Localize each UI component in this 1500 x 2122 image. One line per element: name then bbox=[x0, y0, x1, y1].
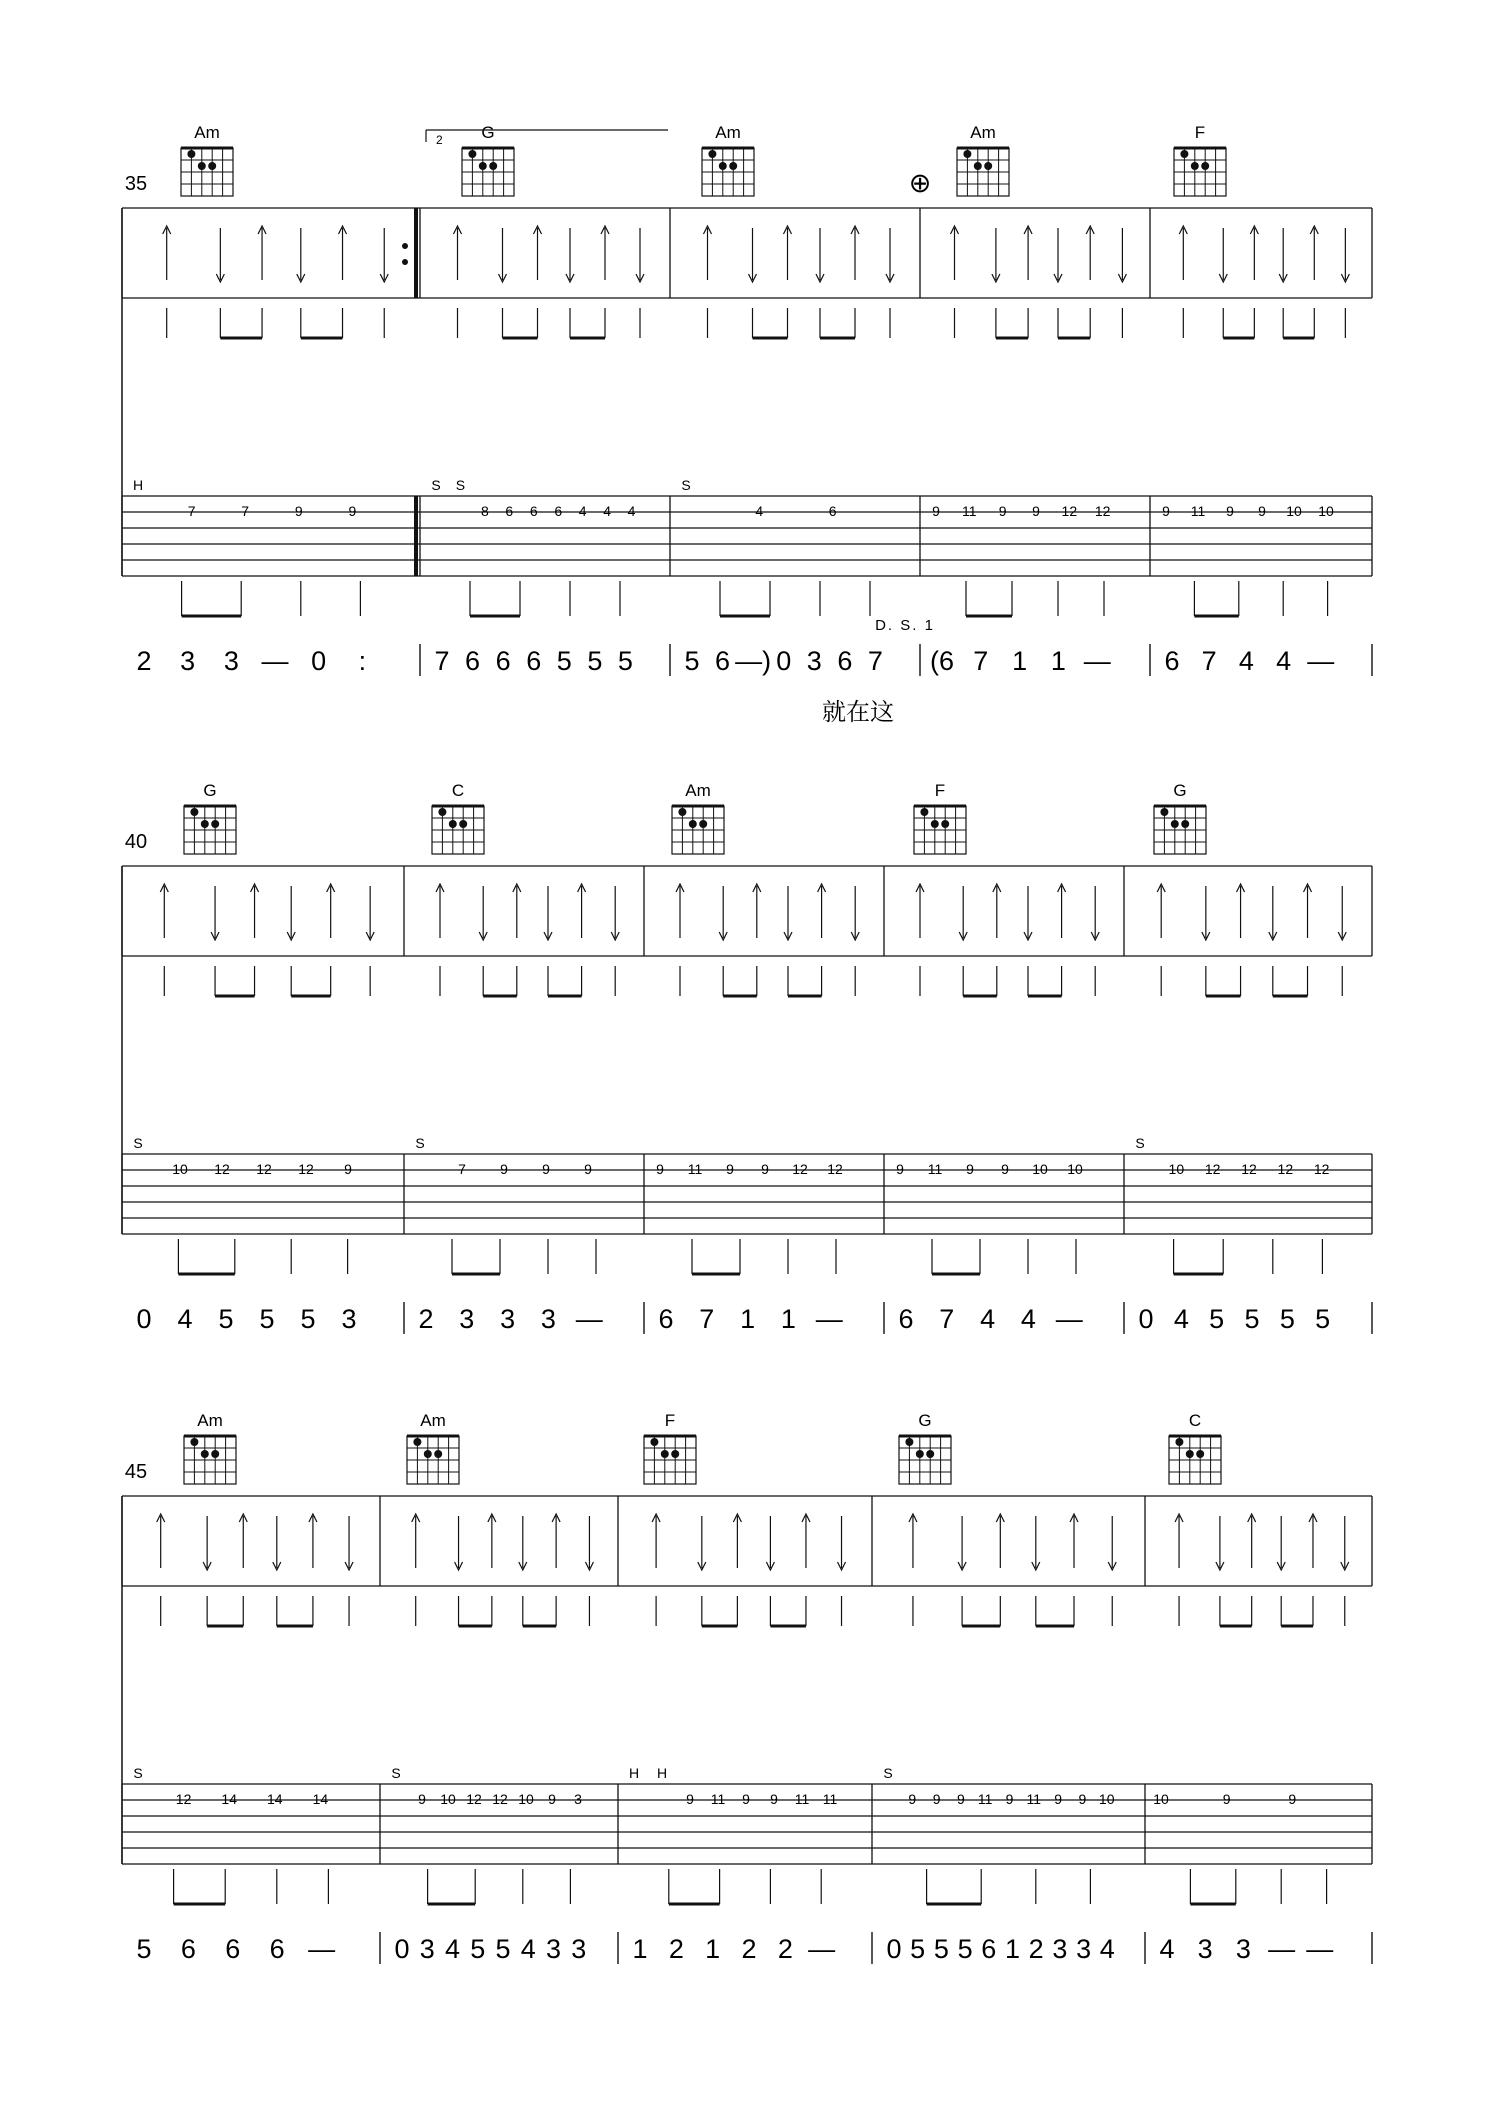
jianpu-note: 2 bbox=[741, 1934, 757, 1964]
tab-number: 6 bbox=[529, 503, 538, 519]
jianpu-note: 6 bbox=[837, 646, 853, 676]
jianpu-note: 4 bbox=[177, 1304, 193, 1334]
tab-number: 4 bbox=[627, 503, 636, 519]
jianpu-note: 3 bbox=[1197, 1934, 1213, 1964]
finger-dot bbox=[905, 1438, 913, 1446]
tab-number: 9 bbox=[500, 1161, 508, 1177]
chord-diagram bbox=[1154, 781, 1206, 854]
tab-number: 11 bbox=[710, 1791, 726, 1807]
jianpu-note: 0 bbox=[394, 1934, 410, 1964]
jianpu-note: 6 bbox=[269, 1934, 285, 1964]
jianpu-note: 4 bbox=[1173, 1304, 1189, 1334]
repeat-dot bbox=[402, 259, 408, 265]
jianpu-note: — bbox=[1055, 1304, 1083, 1334]
tab-number: 11 bbox=[687, 1161, 703, 1177]
tab-number: 9 bbox=[584, 1161, 592, 1177]
chord-name: F bbox=[934, 781, 946, 800]
jianpu-note: 6 bbox=[1164, 646, 1180, 676]
tab-number: 12 bbox=[1061, 503, 1078, 519]
tab-number: 11 bbox=[1026, 1791, 1042, 1807]
jianpu-note: 4 bbox=[1020, 1304, 1036, 1334]
jianpu-note: 5 bbox=[556, 646, 572, 676]
jianpu-note: — bbox=[261, 646, 289, 676]
finger-dot bbox=[678, 808, 686, 816]
jianpu-note: 0 bbox=[776, 646, 792, 676]
tab-number: 12 bbox=[1277, 1161, 1294, 1177]
jianpu-note: 2 bbox=[136, 646, 152, 676]
chord-diagram bbox=[462, 123, 514, 196]
tab-number: 11 bbox=[962, 503, 977, 519]
finger-dot bbox=[489, 162, 497, 170]
jianpu-note: 3 bbox=[180, 646, 196, 676]
jianpu-note: 3 bbox=[459, 1304, 475, 1334]
tab-number: 9 bbox=[1032, 503, 1040, 519]
tab-number: 12 bbox=[792, 1161, 808, 1177]
jianpu-note: 6 bbox=[225, 1934, 241, 1964]
jianpu-note: 6 bbox=[180, 1934, 196, 1964]
jianpu-note: 6 bbox=[898, 1304, 914, 1334]
chord-name: Am bbox=[420, 1411, 446, 1430]
chord-name: C bbox=[1188, 1411, 1202, 1430]
jianpu-note: — bbox=[308, 1934, 336, 1964]
tab-number: 9 bbox=[294, 503, 303, 519]
tab-number: 14 bbox=[267, 1791, 283, 1807]
jianpu-note: 1 bbox=[705, 1934, 721, 1964]
jianpu-note: 5 bbox=[470, 1934, 486, 1964]
jianpu-note: 4 bbox=[1099, 1934, 1115, 1964]
tab-number: 14 bbox=[221, 1791, 237, 1807]
finger-dot bbox=[187, 150, 195, 158]
jianpu-note: 5 bbox=[1315, 1304, 1331, 1334]
jianpu-note: — bbox=[1306, 1934, 1334, 1964]
finger-dot bbox=[708, 150, 716, 158]
jianpu-note: 5 bbox=[1209, 1304, 1225, 1334]
tab-number: 10 bbox=[518, 1791, 534, 1807]
system-35 bbox=[122, 123, 1372, 726]
measure bbox=[431, 226, 670, 676]
finger-dot bbox=[208, 162, 216, 170]
tab-number: 9 bbox=[548, 1791, 556, 1807]
tab-number: 9 bbox=[686, 1791, 694, 1807]
technique-mark: S bbox=[133, 1765, 143, 1781]
jianpu-note: 0 bbox=[136, 1304, 152, 1334]
tab-number: 9 bbox=[966, 1161, 974, 1177]
tab-number: 9 bbox=[1258, 503, 1266, 519]
chord-diagram bbox=[914, 781, 966, 854]
tab-number: 12 bbox=[256, 1161, 272, 1177]
tab-number: 9 bbox=[344, 1161, 352, 1177]
measure-number: 35 bbox=[124, 173, 148, 195]
measure bbox=[930, 226, 1150, 676]
finger-dot bbox=[1186, 1450, 1194, 1458]
jianpu-note: 3 bbox=[341, 1304, 357, 1334]
technique-mark: H bbox=[656, 1765, 668, 1781]
chord-diagram bbox=[1169, 1411, 1221, 1484]
measure bbox=[1135, 884, 1372, 1334]
jianpu-note: 5 bbox=[587, 646, 603, 676]
jianpu-note: 5 bbox=[1244, 1304, 1260, 1334]
finger-dot bbox=[661, 1450, 669, 1458]
tab-number: 9 bbox=[542, 1161, 550, 1177]
jianpu-note: 4 bbox=[1159, 1934, 1175, 1964]
measure bbox=[896, 884, 1124, 1334]
finger-dot bbox=[438, 808, 446, 816]
finger-dot bbox=[459, 820, 467, 828]
tab-number: 9 bbox=[742, 1791, 750, 1807]
chord-diagram bbox=[407, 1411, 459, 1484]
system-45 bbox=[122, 1411, 1372, 1964]
chord-diagram bbox=[1174, 123, 1226, 196]
jianpu-note: 3 bbox=[1076, 1934, 1092, 1964]
tab-number: 10 bbox=[1318, 503, 1334, 519]
tab-number: 12 bbox=[175, 1791, 192, 1807]
finger-dot bbox=[984, 162, 992, 170]
jianpu-note: — bbox=[815, 1304, 843, 1334]
tab-number: 9 bbox=[932, 1791, 941, 1807]
system-40 bbox=[122, 781, 1372, 1334]
jianpu-note: 1 bbox=[1012, 646, 1028, 676]
dal-segno-mark: D. S. 1 bbox=[875, 617, 935, 634]
jianpu-note: 4 bbox=[444, 1934, 461, 1964]
tab-number: 9 bbox=[1288, 1791, 1297, 1807]
jianpu-note: 6 bbox=[981, 1934, 997, 1964]
measure bbox=[883, 1514, 1145, 1964]
jianpu-note: 1 bbox=[780, 1304, 796, 1334]
finger-dot bbox=[201, 1450, 209, 1458]
finger-dot bbox=[434, 1450, 442, 1458]
jianpu-note: 3 bbox=[419, 1934, 435, 1964]
tab-number: 11 bbox=[977, 1791, 993, 1807]
jianpu-note: 5 bbox=[933, 1934, 949, 1964]
measure bbox=[415, 884, 644, 1334]
jianpu-note: — bbox=[808, 1934, 836, 1964]
tab-number: 6 bbox=[505, 503, 514, 519]
finger-dot bbox=[1180, 150, 1188, 158]
finger-dot bbox=[1201, 162, 1209, 170]
volta-number: 2 bbox=[436, 133, 443, 147]
tab-number: 12 bbox=[298, 1161, 314, 1177]
finger-dot bbox=[689, 820, 697, 828]
jianpu-note: 7 bbox=[434, 646, 450, 676]
jianpu-note: 1 bbox=[1004, 1934, 1021, 1964]
tab-number: 8 bbox=[480, 503, 489, 519]
technique-mark: S bbox=[455, 477, 466, 493]
tab-number: 12 bbox=[466, 1791, 482, 1807]
chord-name: C bbox=[451, 781, 465, 800]
chord-name: G bbox=[1173, 781, 1187, 800]
jianpu-note: 4 bbox=[520, 1934, 536, 1964]
jianpu-note: — bbox=[575, 1304, 603, 1334]
tab-number: 12 bbox=[214, 1161, 230, 1177]
technique-mark: S bbox=[391, 1765, 401, 1781]
chord-diagram bbox=[184, 1411, 236, 1484]
chord-diagram bbox=[957, 123, 1009, 196]
tab-number: 9 bbox=[1222, 1791, 1231, 1807]
measure bbox=[1153, 1514, 1372, 1964]
jianpu-note: 5 bbox=[259, 1304, 275, 1334]
jianpu-note: : bbox=[358, 646, 367, 676]
tab-number: 10 bbox=[1286, 503, 1302, 519]
chord-name: Am bbox=[970, 123, 996, 142]
finger-dot bbox=[1191, 162, 1199, 170]
tab-number: 9 bbox=[908, 1791, 917, 1807]
tab-number: 7 bbox=[458, 1161, 466, 1177]
finger-dot bbox=[1160, 808, 1168, 816]
jianpu-note: 3 bbox=[223, 646, 239, 676]
technique-mark: H bbox=[132, 477, 144, 493]
jianpu-note: 6 bbox=[526, 646, 542, 676]
tab-number: 10 bbox=[1067, 1161, 1083, 1177]
jianpu-note: — bbox=[1083, 646, 1111, 676]
finger-dot bbox=[916, 1450, 924, 1458]
jianpu-note: 5 bbox=[1279, 1304, 1295, 1334]
jianpu-note: (6 bbox=[929, 646, 955, 676]
technique-mark: S bbox=[431, 477, 441, 493]
coda-icon: ⊕ bbox=[908, 168, 932, 198]
tab-number: 9 bbox=[1078, 1791, 1087, 1807]
tab-number: 11 bbox=[822, 1791, 838, 1807]
tab-number: 9 bbox=[1005, 1791, 1014, 1807]
finger-dot bbox=[198, 162, 206, 170]
tab-number: 9 bbox=[348, 503, 357, 519]
finger-dot bbox=[1175, 1438, 1183, 1446]
jianpu-note: 5 bbox=[218, 1304, 234, 1334]
jianpu-note: 5 bbox=[684, 646, 700, 676]
jianpu-note: 3 bbox=[571, 1934, 587, 1964]
volta-bracket bbox=[426, 130, 668, 147]
tab-number: 9 bbox=[418, 1791, 426, 1807]
measure bbox=[391, 1514, 618, 1964]
finger-dot bbox=[1181, 820, 1189, 828]
technique-mark: H bbox=[628, 1765, 640, 1781]
chord-diagram bbox=[644, 1411, 696, 1484]
repeat-dot bbox=[402, 243, 408, 249]
jianpu-note: 0 bbox=[1138, 1304, 1154, 1334]
tab-number: 6 bbox=[828, 503, 837, 519]
jianpu-note: 0 bbox=[886, 1934, 902, 1964]
jianpu-note: — bbox=[1307, 646, 1335, 676]
tab-number: 11 bbox=[927, 1161, 943, 1177]
finger-dot bbox=[650, 1438, 658, 1446]
jianpu-note: 4 bbox=[980, 1304, 996, 1334]
jianpu-note: 6 bbox=[495, 646, 511, 676]
jianpu-note: 6 bbox=[715, 646, 731, 676]
tab-number: 12 bbox=[1094, 503, 1111, 519]
finger-dot bbox=[941, 820, 949, 828]
tab-number: 12 bbox=[1313, 1161, 1330, 1177]
jianpu-note: 5 bbox=[617, 646, 633, 676]
measure bbox=[133, 1514, 380, 1964]
jianpu-note: 3 bbox=[806, 646, 822, 676]
jianpu-note: 5 bbox=[300, 1304, 316, 1334]
jianpu-note: 7 bbox=[973, 646, 989, 676]
jianpu-note: 3 bbox=[545, 1934, 562, 1964]
finger-dot bbox=[424, 1450, 432, 1458]
chord-diagram bbox=[432, 781, 484, 854]
tab-number: 3 bbox=[574, 1791, 582, 1807]
finger-dot bbox=[699, 820, 707, 828]
chord-name: G bbox=[203, 781, 217, 800]
tab-number: 11 bbox=[794, 1791, 810, 1807]
finger-dot bbox=[974, 162, 982, 170]
jianpu-note: 7 bbox=[867, 646, 883, 676]
tab-number: 9 bbox=[998, 503, 1007, 519]
jianpu-note: 5 bbox=[495, 1934, 511, 1964]
tab-number: 9 bbox=[1162, 503, 1170, 519]
tab-number: 12 bbox=[1241, 1161, 1257, 1177]
measure bbox=[681, 226, 920, 676]
tab-number: 10 bbox=[1168, 1161, 1185, 1177]
measure bbox=[133, 226, 420, 676]
jianpu-note: 7 bbox=[699, 1304, 715, 1334]
technique-mark: S bbox=[681, 477, 691, 493]
chord-diagram bbox=[702, 123, 754, 196]
measure bbox=[629, 1514, 872, 1964]
finger-dot bbox=[1171, 820, 1179, 828]
jianpu-note: 2 bbox=[418, 1304, 434, 1334]
jianpu-note: 5 bbox=[957, 1934, 973, 1964]
tab-number: 11 bbox=[1190, 503, 1206, 519]
tab-number: 9 bbox=[770, 1791, 778, 1807]
tab-number: 9 bbox=[1226, 503, 1234, 519]
finger-dot bbox=[963, 150, 971, 158]
tab-number: 10 bbox=[440, 1791, 456, 1807]
tab-number: 4 bbox=[603, 503, 612, 519]
chord-name: Am bbox=[715, 123, 741, 142]
jianpu-note: —) bbox=[735, 646, 772, 676]
finger-dot bbox=[926, 1450, 934, 1458]
jianpu-note: — bbox=[1268, 1934, 1296, 1964]
tab-number: 9 bbox=[1001, 1161, 1009, 1177]
chord-name: Am bbox=[685, 781, 711, 800]
chord-name: G bbox=[918, 1411, 932, 1430]
finger-dot bbox=[190, 808, 198, 816]
jianpu-note: 4 bbox=[1276, 646, 1292, 676]
finger-dot bbox=[729, 162, 737, 170]
technique-mark: S bbox=[1135, 1135, 1145, 1151]
chord-name: G bbox=[481, 123, 495, 142]
tab-number: 6 bbox=[554, 503, 563, 519]
jianpu-note: 5 bbox=[136, 1934, 152, 1964]
jianpu-note: 3 bbox=[500, 1304, 516, 1334]
finger-dot bbox=[1196, 1450, 1204, 1458]
finger-dot bbox=[920, 808, 928, 816]
finger-dot bbox=[211, 820, 219, 828]
measure-number: 45 bbox=[124, 1461, 148, 1483]
chord-diagram bbox=[899, 1411, 951, 1484]
jianpu-note: 3 bbox=[540, 1304, 556, 1334]
jianpu-note: 7 bbox=[939, 1304, 955, 1334]
lyric: 就在这 bbox=[822, 698, 894, 726]
tab-number: 9 bbox=[932, 503, 940, 519]
jianpu-note: 0 bbox=[311, 646, 327, 676]
jianpu-note: 4 bbox=[1238, 646, 1254, 676]
finger-dot bbox=[449, 820, 457, 828]
finger-dot bbox=[719, 162, 727, 170]
chord-name: F bbox=[1194, 123, 1206, 142]
tab-number: 7 bbox=[241, 503, 250, 519]
technique-mark: S bbox=[133, 1135, 143, 1151]
jianpu-note: 2 bbox=[1028, 1934, 1044, 1964]
chord-diagram bbox=[672, 781, 724, 854]
measure bbox=[656, 884, 884, 1334]
measure-number: 40 bbox=[124, 831, 148, 853]
tab-number: 9 bbox=[896, 1161, 904, 1177]
tab-number: 7 bbox=[187, 503, 196, 519]
tab-number: 9 bbox=[726, 1161, 734, 1177]
tab-number: 9 bbox=[656, 1161, 664, 1177]
tab-number: 4 bbox=[755, 503, 764, 519]
measure bbox=[133, 884, 404, 1334]
jianpu-note: 3 bbox=[1235, 1934, 1251, 1964]
technique-mark: S bbox=[883, 1765, 893, 1781]
jianpu-note: 3 bbox=[1052, 1934, 1068, 1964]
tab-number: 9 bbox=[957, 1791, 965, 1807]
jianpu-note: 2 bbox=[777, 1934, 793, 1964]
finger-dot bbox=[931, 820, 939, 828]
jianpu-note: 7 bbox=[1201, 646, 1217, 676]
chord-diagram bbox=[184, 781, 236, 854]
jianpu-note: 1 bbox=[740, 1304, 756, 1334]
finger-dot bbox=[671, 1450, 679, 1458]
measure bbox=[1162, 226, 1372, 676]
tab-number: 9 bbox=[761, 1161, 769, 1177]
finger-dot bbox=[211, 1450, 219, 1458]
finger-dot bbox=[479, 162, 487, 170]
tab-number: 12 bbox=[827, 1161, 843, 1177]
tab-number: 12 bbox=[492, 1791, 508, 1807]
jianpu-note: 1 bbox=[1050, 646, 1066, 676]
jianpu-note: 1 bbox=[632, 1934, 648, 1964]
technique-mark: S bbox=[415, 1135, 425, 1151]
tab-number: 12 bbox=[1204, 1161, 1221, 1177]
jianpu-note: 2 bbox=[668, 1934, 684, 1964]
tab-number: 4 bbox=[578, 503, 587, 519]
jianpu-note: 6 bbox=[465, 646, 481, 676]
finger-dot bbox=[468, 150, 476, 158]
finger-dot bbox=[413, 1438, 421, 1446]
chord-name: Am bbox=[197, 1411, 223, 1430]
chord-diagram bbox=[181, 123, 233, 196]
tab-number: 9 bbox=[1054, 1791, 1062, 1807]
finger-dot bbox=[190, 1438, 198, 1446]
tab-number: 10 bbox=[1032, 1161, 1048, 1177]
tab-number: 10 bbox=[172, 1161, 188, 1177]
chord-name: Am bbox=[194, 123, 220, 142]
tab-number: 14 bbox=[312, 1791, 329, 1807]
jianpu-note: 5 bbox=[910, 1934, 926, 1964]
finger-dot bbox=[201, 820, 209, 828]
chord-name: F bbox=[664, 1411, 676, 1430]
tab-number: 10 bbox=[1098, 1791, 1115, 1807]
jianpu-note: 6 bbox=[658, 1304, 674, 1334]
tab-number: 10 bbox=[1153, 1791, 1169, 1807]
